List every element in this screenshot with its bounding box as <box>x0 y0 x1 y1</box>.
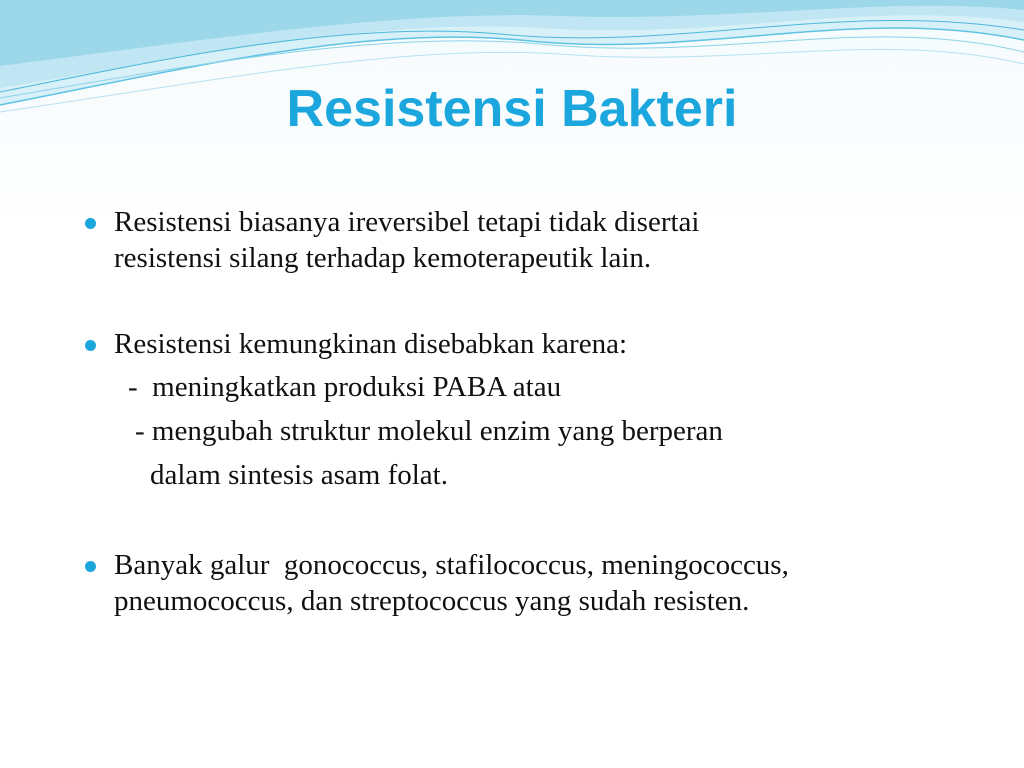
bullet-text-line: Resistensi biasanya ireversibel tetapi tidak disertai <box>114 206 700 238</box>
bullet-dot-icon <box>85 218 96 229</box>
bullet-item <box>80 204 980 276</box>
bullet-text-line: pneumococcus, dan streptococcus yang sudah resisten. <box>114 585 750 617</box>
slide-title: Resistensi Bakteri <box>286 80 738 138</box>
bullet-item <box>80 547 980 619</box>
slide-content <box>80 204 980 619</box>
bullet-item <box>80 326 980 493</box>
bullet-text-line: resistensi silang terhadap kemoterapeutik lain. <box>114 242 652 274</box>
bullet-text-line: Banyak galur gonococcus, stafilococcus, meningococcus, <box>114 549 789 581</box>
bullet-dot-icon <box>85 340 96 351</box>
bullet-text-line: Resistensi kemungkinan disebabkan karena: <box>114 328 628 360</box>
sub-item-line: - meningkatkan produksi PABA atau <box>128 371 562 403</box>
sub-item-line: dalam sintesis asam folat. <box>150 459 448 491</box>
bullet-dot-icon <box>85 561 96 572</box>
sub-item-line: - mengubah struktur molekul enzim yang berperan <box>135 415 723 447</box>
